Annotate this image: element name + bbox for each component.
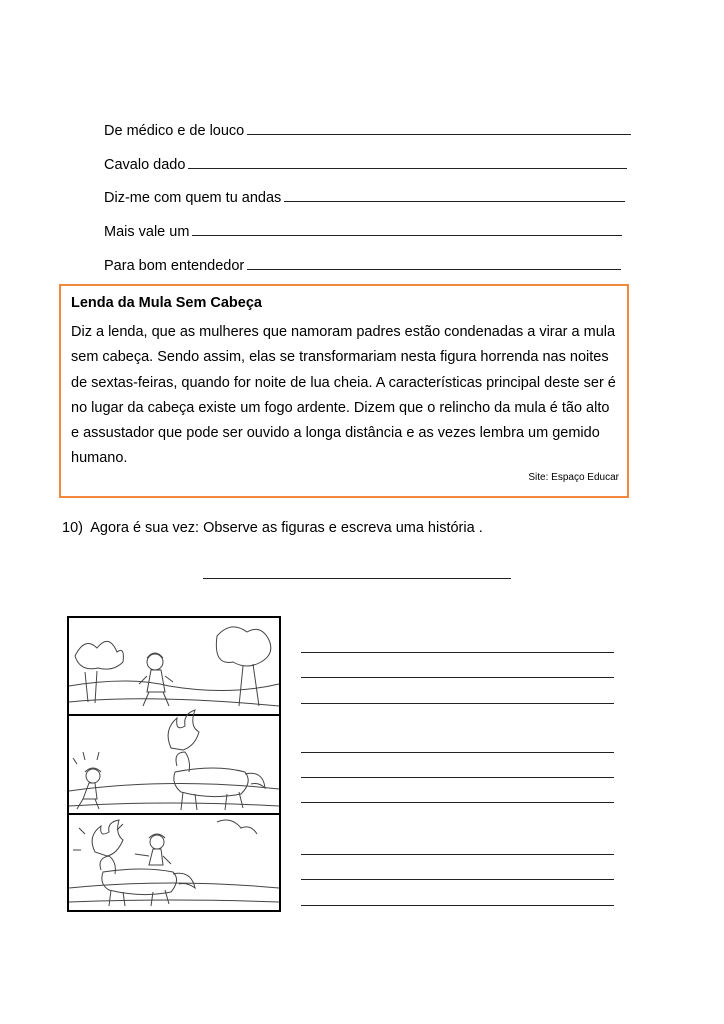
proverb-text: Para bom entendedor [104,258,245,274]
story-title-line[interactable] [203,578,511,579]
writing-line[interactable] [301,677,614,678]
proverb-2 [104,156,627,173]
legend-title: Lenda da Mula Sem Cabeça [71,295,262,311]
legend-line: no lugar da cabeça existe um fogo ardente. Dizem que o relincho da mula é tão alto [71,399,610,416]
legend-line: Diz a lenda, que as mulheres que namoram padres estão condenadas a virar a mula [71,324,616,340]
writing-line[interactable] [301,777,614,778]
writing-line[interactable] [301,802,614,803]
legend-source: Site: Espaço Educar [528,472,619,483]
writing-line[interactable] [301,703,614,704]
proverb-3 [104,189,625,206]
proverb-text: De médico e de louco [104,123,245,139]
answer-blank[interactable] [247,122,631,135]
proverb-4 [104,223,622,240]
legend-box [59,284,629,498]
question-number: 10) [62,520,83,536]
legend-line: e assustador que pode ser ouvido a longa distância e as vezes lembra um gemido [71,425,600,442]
answer-blank[interactable] [247,257,621,270]
writing-line[interactable] [301,879,614,880]
legend-line: de sextas-feiras, quando for noite de lua cheia. A características principal deste ser é [71,374,616,391]
question-10 [62,520,483,536]
comic-strip-image [67,616,281,912]
legend-text [71,320,617,472]
proverb-1 [104,122,631,139]
answer-blank[interactable] [192,223,622,236]
legend-line: humano. [71,450,128,467]
legend-line: sem cabeça. Sendo assim, elas se transformariam nesta figura horrenda nas noites [71,349,609,366]
proverb-5 [104,257,621,274]
writing-line[interactable] [301,652,614,653]
answer-blank[interactable] [284,189,625,202]
proverb-text: Diz-me com quem tu andas [104,190,282,206]
proverb-text: Cavalo dado [104,157,186,173]
writing-line[interactable] [301,854,614,855]
writing-line[interactable] [301,905,614,906]
question-text: Agora é sua vez: Observe as figuras e escreva uma história . [90,520,483,536]
answer-blank[interactable] [188,156,627,169]
proverb-text: Mais vale um [104,224,190,240]
writing-line[interactable] [301,752,614,753]
